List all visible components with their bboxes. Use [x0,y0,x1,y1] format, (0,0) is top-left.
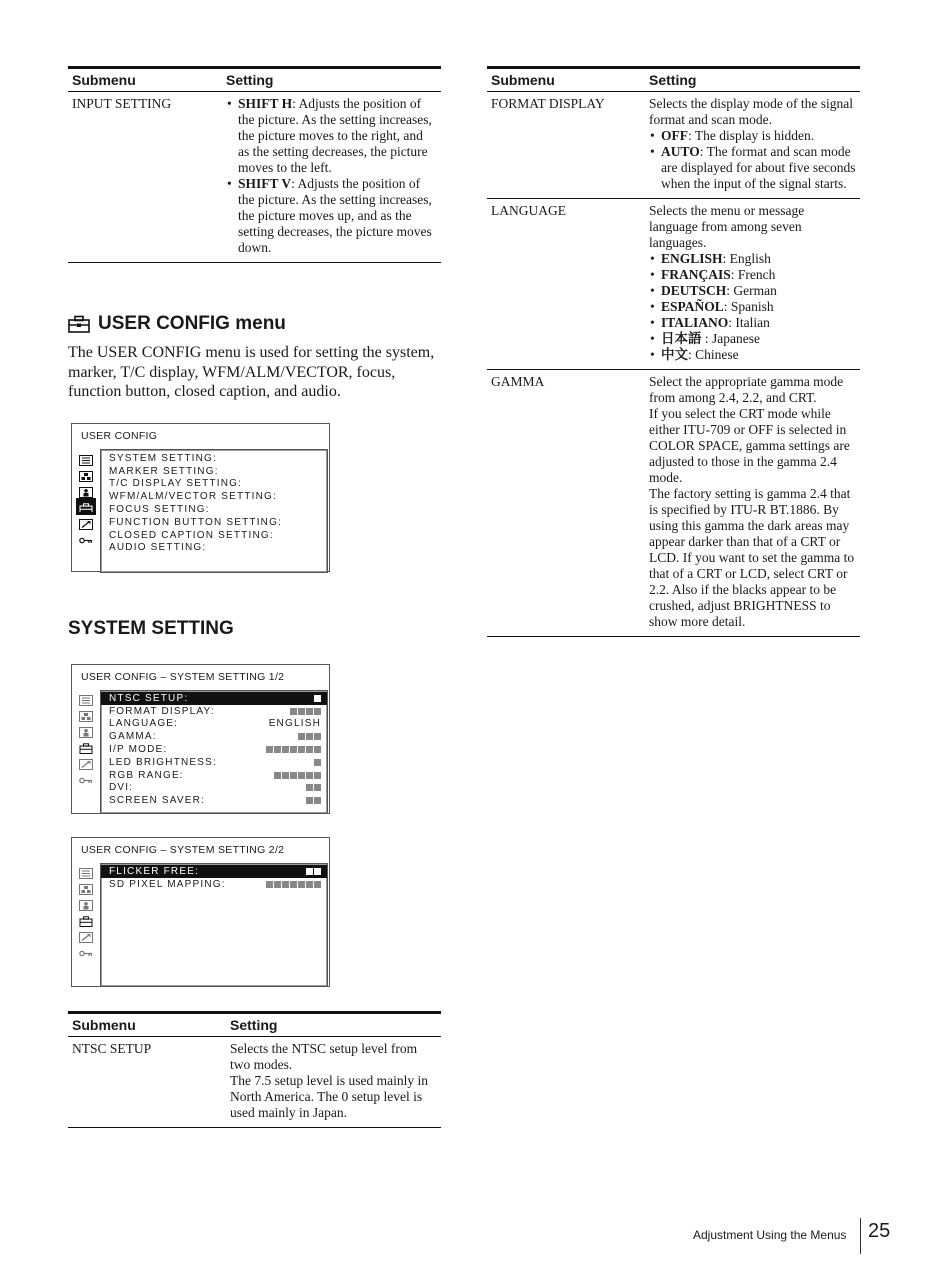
item-term: 日本語 [661,331,702,346]
table-row [68,1037,441,1128]
osd-row-label: NTSC SETUP: [109,692,189,704]
setting-text: If you select the CRT mode while either ITU-709 or OFF is selected in COLOR SPACE, gamma settings are adjusted to those in the gamma 2.4 mode. [649,406,850,485]
setting-cell [222,92,441,263]
item-text: : Chinese [688,347,739,362]
key-icon [79,773,93,784]
osd-row-label: GAMMA: [109,731,157,743]
value-block [314,772,321,779]
value-block [314,797,321,804]
value-block [306,708,313,715]
osd-menu-row[interactable] [101,865,327,878]
osd-value-placeholder [314,695,321,702]
value-block [298,733,305,740]
osd-menu-row[interactable] [101,529,327,542]
value-block [298,772,305,779]
value-block [306,733,313,740]
value-block [266,881,273,888]
osd-row-label: FUNCTION BUTTON SETTING: [109,516,283,528]
osd-row-label: SCREEN SAVER: [109,795,205,807]
setting-list [649,128,856,192]
osd-system-setting-1 [71,664,330,814]
item-term: 中文 [661,347,688,362]
list-icon [79,866,93,877]
item-text: : The format and scan mode are displayed for about five seconds when the input of the signal starts. [661,144,856,191]
column-header-submenu: Submenu [68,68,222,92]
item-text: : English [722,251,771,266]
osd-row-label: AUDIO SETTING: [109,542,207,554]
value-block [306,881,313,888]
osd-menu-row[interactable] [101,756,327,769]
item-text: : Spanish [723,299,774,314]
setting-cell [226,1037,441,1128]
item-term: ITALIANO [661,315,729,330]
value-block [274,881,281,888]
item-term: SHIFT H [238,96,293,111]
value-block [298,746,305,753]
osd-menu-row[interactable] [101,542,327,555]
system-setting-heading: SYSTEM SETTING [68,618,234,639]
list-item [649,144,856,192]
osd-panel [100,449,328,573]
wrench-icon [79,930,93,941]
item-term: ESPAÑOL [661,299,724,314]
osd-row-label: MARKER SETTING: [109,465,219,477]
value-block [314,784,321,791]
osd-icon-column [72,863,98,962]
column-header-setting: Setting [645,68,860,92]
osd-title: USER CONFIG [81,430,158,442]
list-item [226,96,437,176]
osd-system-setting-2 [71,837,330,987]
setting-text: Selects the display mode of the signal format and scan mode. [649,96,853,127]
osd-menu-row[interactable] [101,743,327,756]
item-term: AUTO [661,144,700,159]
value-block [290,746,297,753]
value-block [314,733,321,740]
osd-icon-column [72,449,98,549]
setting-text: Select the appropriate gamma mode from among 2.4, 2.2, and CRT. [649,374,844,405]
osd-menu-row[interactable] [101,478,327,491]
osd-row-label: I/P MODE: [109,744,168,756]
osd-row-label: FORMAT DISPLAY: [109,705,215,717]
item-term: SHIFT V [238,176,292,191]
osd-menu-row[interactable] [101,465,327,478]
osd-value-placeholder [306,784,321,791]
osd-row-label: SD PIXEL MAPPING: [109,878,226,890]
osd-row-label: LED BRIGHTNESS: [109,756,218,768]
value-block [314,759,321,766]
value-block [306,784,313,791]
value-block [314,708,321,715]
osd-value-placeholder [298,733,321,740]
setting-list [649,251,856,363]
input-setting-table [68,66,441,263]
user-config-intro: The USER CONFIG menu is used for setting the system, marker, T/C display, WFM/ALM/VECTOR, focus, function button, closed caption, and audio. [68,344,435,400]
osd-title: USER CONFIG – SYSTEM SETTING 2/2 [81,844,285,856]
setting-list [226,96,437,256]
osd-row-label: FLICKER FREE: [109,865,200,877]
table-row [487,199,860,370]
osd-menu-row[interactable] [101,490,327,503]
value-block [306,746,313,753]
table-row [487,92,860,199]
osd-value-placeholder [290,708,321,715]
value-block [290,708,297,715]
item-text: : The display is hidden. [688,128,815,143]
osd-panel [100,690,328,814]
submenu-cell: FORMAT DISPLAY [487,92,645,199]
item-term: DEUTSCH [661,283,727,298]
toolbox-icon [79,914,93,925]
person-icon [79,485,93,496]
osd-row-label: DVI: [109,782,134,794]
list-item [649,299,856,315]
tree-icon [79,469,93,480]
tree-icon [79,882,93,893]
submenu-cell: LANGUAGE [487,199,645,370]
item-term: OFF [661,128,688,143]
item-text: : German [726,283,777,298]
value-block [282,881,289,888]
osd-menu-row[interactable] [101,730,327,743]
wrench-icon [79,517,93,528]
tree-icon [79,709,93,720]
system-settings-table [487,66,860,637]
item-term: FRANÇAIS [661,267,731,282]
osd-row-label: CLOSED CAPTION SETTING: [109,529,274,541]
osd-menu-row[interactable] [101,692,327,705]
list-item [649,251,856,267]
submenu-cell: NTSC SETUP [68,1037,226,1128]
osd-row-label: SYSTEM SETTING: [109,452,218,464]
osd-row-label: WFM/ALM/VECTOR SETTING: [109,491,277,503]
list-item [649,267,856,283]
column-header-setting: Setting [222,68,441,92]
table-row [487,370,860,637]
column-header-submenu: Submenu [68,1013,226,1037]
item-text: : Japanese [701,331,760,346]
osd-row-label: RGB RANGE: [109,769,184,781]
osd-value-placeholder [266,881,321,888]
osd-menu-row[interactable] [101,503,327,516]
osd-icon-column [72,690,98,789]
osd-value-placeholder [306,868,321,875]
toolbox-icon [79,741,93,752]
osd-menu-row[interactable] [101,452,327,465]
osd-menu-row[interactable] [101,705,327,718]
submenu-cell: GAMMA [487,370,645,637]
list-icon [79,693,93,704]
osd-row-label: FOCUS SETTING: [109,504,210,516]
list-item [226,176,437,256]
item-text: : Adjusts the position of the picture. As the setting increases, the picture moves up, and as the setting decreases, the picture moves down. [238,176,432,255]
toolbox-icon [68,315,90,333]
value-block [290,772,297,779]
item-text: : Adjusts the position of the picture. As the setting increases, the picture moves to the right, and as the setting decreases, the picture moves to the left. [238,96,432,175]
value-block [298,708,305,715]
value-block [298,881,305,888]
value-block [314,881,321,888]
list-icon [79,453,93,464]
list-item [649,331,856,347]
value-block [314,695,321,702]
item-text: : Italian [728,315,770,330]
osd-value-placeholder [306,797,321,804]
osd-menu-row[interactable] [101,878,327,891]
value-block [282,746,289,753]
osd-row-label: T/C DISPLAY SETTING: [109,478,243,490]
value-block [306,868,313,875]
value-block [306,772,313,779]
key-icon [79,533,93,544]
osd-value-placeholder [314,759,321,766]
osd-menu-row[interactable] [101,782,327,795]
item-text: : French [730,267,776,282]
list-item [649,347,856,363]
value-block [290,881,297,888]
submenu-cell: INPUT SETTING [68,92,222,263]
value-block [314,746,321,753]
setting-cell [645,199,860,370]
setting-cell [645,370,860,637]
value-block [266,746,273,753]
table-row [68,92,441,263]
list-item [649,128,856,144]
setting-text: The factory setting is gamma 2.4 that is specified by ITU-R BT.1886. By using this gamma the dark areas may appear darker than that of a CRT or LCD. If you want to set the gamma to that of a CRT or LCD, select CRT or 2.2. Also if the blacks appear to be crushed, adjust BRIGHTNESS to show more detail. [649,486,855,629]
item-term: ENGLISH [661,251,723,266]
osd-menu-row[interactable] [101,769,327,782]
heading-text: USER CONFIG menu [98,313,286,334]
page-number: 25 [868,1220,891,1242]
osd-user-config [71,423,330,572]
list-item [649,283,856,299]
wrench-icon [79,757,93,768]
osd-value-placeholder [266,746,321,753]
person-icon [79,898,93,909]
toolbox-icon [79,501,93,512]
osd-panel [100,863,328,987]
footer-section-title: Adjustment Using the Menus [693,1228,847,1242]
footer-divider [860,1218,861,1254]
setting-text: Selects the NTSC setup level from two modes. [230,1041,418,1072]
key-icon [79,946,93,957]
setting-text: The 7.5 setup level is used mainly in North America. The 0 setup level is used mainly in Japan. [230,1073,428,1120]
value-block [314,868,321,875]
value-block [274,772,281,779]
value-block [306,797,313,804]
user-config-heading [68,313,286,335]
list-item [649,315,856,331]
osd-row-label: LANGUAGE: [109,718,179,730]
osd-menu-row[interactable] [101,516,327,529]
osd-menu-row[interactable] [101,794,327,807]
ntsc-setup-table [68,1011,441,1128]
value-block [274,746,281,753]
person-icon [79,725,93,736]
osd-menu-row[interactable] [101,718,327,731]
osd-value-placeholder [274,772,321,779]
column-header-setting: Setting [226,1013,441,1037]
setting-text: Selects the menu or message language from among seven languages. [649,203,805,250]
setting-cell [645,92,860,199]
osd-title: USER CONFIG – SYSTEM SETTING 1/2 [81,671,285,683]
osd-row-value: ENGLISH [268,718,321,730]
value-block [282,772,289,779]
column-header-submenu: Submenu [487,68,645,92]
